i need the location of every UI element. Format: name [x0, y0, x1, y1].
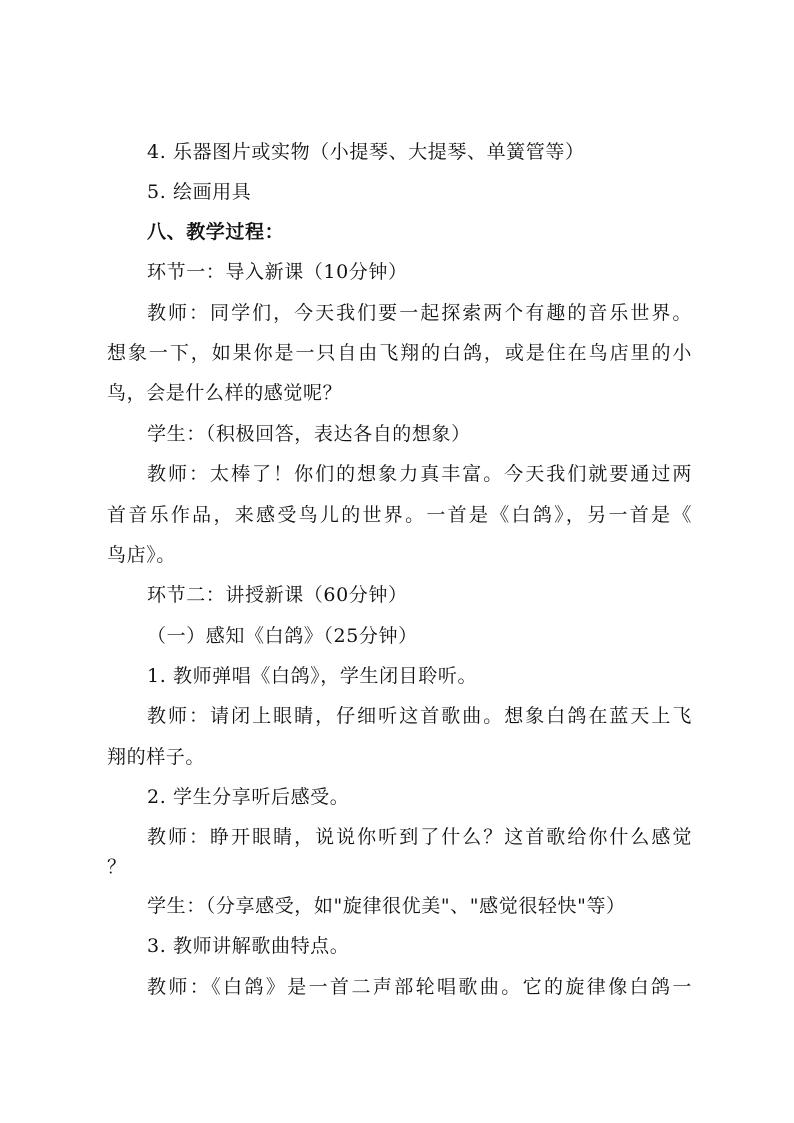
paragraph-line: 教师：《白鸽》是一首二声部轮唱歌曲。它的旋律像白鸽一 [147, 976, 692, 998]
paragraph-line: ？ [107, 856, 127, 878]
paragraph-line: 教师：睁开眼睛，说说你听到了什么？这首歌给你什么感觉 [147, 826, 692, 848]
step-item-1: 1. 教师弹唱《白鸽》，学生闭目聆听。 [147, 665, 478, 687]
step-item-3: 3. 教师讲解歌曲特点。 [147, 935, 350, 957]
step-item-2: 2. 学生分享听后感受。 [147, 786, 350, 808]
section-heading-teaching-process: 八、教学过程： [147, 221, 285, 243]
paragraph-line: 想象一下，如果你是一只自由飞翔的白鸽，或是住在鸟店里的小 [107, 342, 692, 364]
paragraph-line: 鸟，会是什么样的感觉呢？ [107, 382, 343, 404]
subsection-heading: （一）感知《白鸽》（25分钟） [147, 625, 418, 647]
paragraph-line: 学生：（积极回答，表达各自的想象） [147, 423, 471, 445]
paragraph-line: 鸟店》。 [107, 544, 176, 566]
material-item-4: 4. 乐器图片或实物（小提琴、大提琴、单簧管等） [147, 141, 585, 163]
paragraph-line: 首音乐作品，来感受鸟儿的世界。一首是《白鸽》，另一首是《 [107, 504, 692, 526]
material-item-5: 5. 绘画用具 [147, 181, 252, 203]
stage-two-heading: 环节二：讲授新课（60分钟） [147, 584, 408, 606]
paragraph-line: 教师：请闭上眼睛，仔细听这首歌曲。想象白鸽在蓝天上飞 [147, 705, 692, 727]
paragraph-line: 教师：太棒了！你们的想象力真丰富。今天我们就要通过两 [147, 463, 692, 485]
paragraph-line: 翔的样子。 [107, 746, 206, 768]
paragraph-line: 学生：（分享感受，如"旋律很优美"、"感觉很轻快"等） [147, 895, 626, 917]
stage-one-heading: 环节一：导入新课（10分钟） [147, 261, 408, 283]
paragraph-line: 教师：同学们，今天我们要一起探索两个有趣的音乐世界。 [147, 302, 692, 324]
